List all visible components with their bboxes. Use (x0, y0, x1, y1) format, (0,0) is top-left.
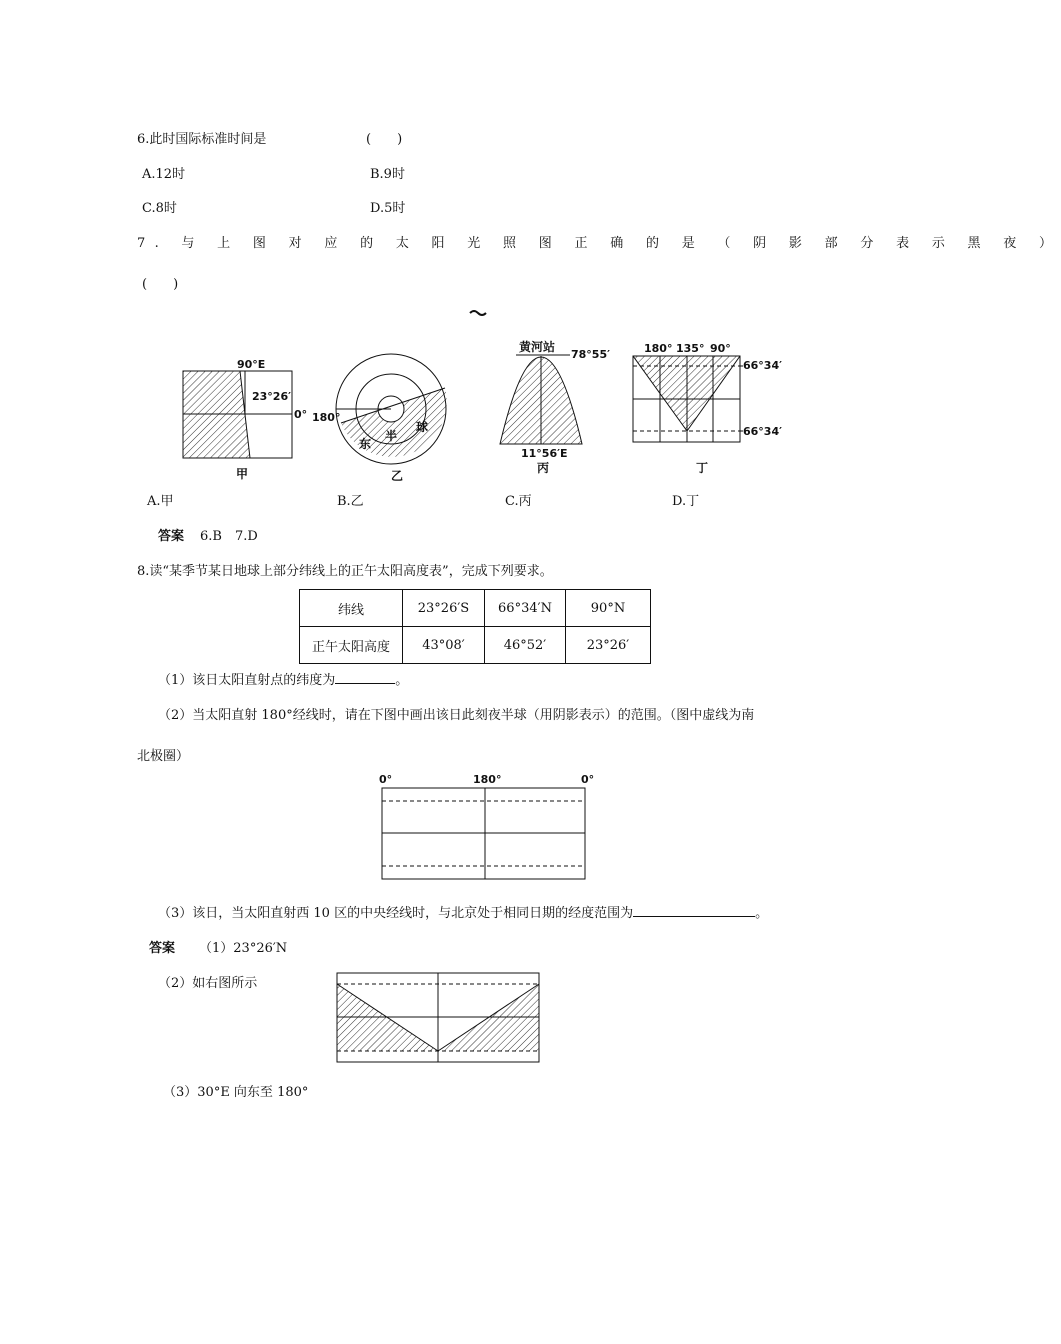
bing-name: 丙 (537, 461, 550, 475)
answer-a1: （1）23°26′N (199, 941, 288, 956)
table-header: 正午太阳高度 (300, 627, 403, 664)
grid-label-0: 0° (379, 773, 393, 786)
bing-lon-label: 11°56′E (521, 447, 568, 460)
figure-yi (312, 354, 447, 483)
ding-lon-3: 90° (710, 342, 731, 355)
grid-label-180: 180° (473, 773, 502, 786)
answer-blank[interactable] (633, 904, 755, 917)
q6-option-c: C.8时 (142, 201, 177, 216)
figure-jia (183, 358, 307, 481)
jia-name: 甲 (236, 467, 249, 481)
yi-lon-label: 180° (312, 411, 341, 424)
q6-stem: 6.此时国际标准时间是 (137, 132, 267, 147)
sun-altitude-table (299, 589, 651, 664)
jia-lon-label: 90°E (237, 358, 266, 371)
yi-name: 乙 (391, 469, 404, 483)
q8-sub3: （3）该日，当太阳直射西 10 区的中央经线时，与北京处于相同日期的经度范围为 。 (158, 906, 769, 921)
answer-blank[interactable] (335, 671, 395, 684)
q8-sub2-b: 北极圈） (137, 749, 190, 764)
q8-sub2-a: （2）当太阳直射 180°经线时，请在下图中画出该日此刻夜半球（用阴影表示）的范围。（图中虚线为南 (158, 708, 755, 723)
answer-label: 答案 (149, 941, 176, 956)
answer-diagram (334, 970, 544, 1066)
table-cell: 46°52′ (485, 627, 566, 664)
q7-option-b: B.乙 (337, 494, 364, 509)
table-cell: 23°26′S (403, 590, 485, 627)
blank-grid-diagram[interactable] (375, 770, 595, 882)
ding-lon-1: 180° (644, 342, 673, 355)
table-row (300, 590, 651, 627)
ding-name: 丁 (696, 461, 709, 475)
q7-option-d: D.丁 (672, 494, 700, 509)
q7-option-a: A.甲 (147, 494, 174, 509)
q6-option-a: A.12时 (142, 167, 186, 182)
q6-option-d: D.5时 (370, 201, 406, 216)
answer-text: 6.B 7.D (200, 529, 258, 544)
grid-label-0-right: 0° (581, 773, 595, 786)
ding-lat-2: 66°34′ (743, 425, 783, 438)
q7-figures (170, 300, 790, 485)
q8-stem: 8.读“某季节某日地球上部分纬线上的正午太阳高度表”，完成下列要求。 (137, 564, 553, 579)
answer-a2: （2）如右图所示 (158, 976, 258, 991)
table-row (300, 627, 651, 664)
answer-label: 答案 (158, 529, 185, 544)
table-cell: 43°08′ (403, 627, 485, 664)
answer-a3: （3）30°E 向东至 180° (163, 1085, 309, 1100)
jia-zero-label: 0° (294, 408, 308, 421)
q6-paren: ( ) (366, 132, 403, 147)
jia-angle-label: 23°26′ (252, 390, 292, 403)
yi-hemi-3: 球 (416, 420, 429, 434)
yi-hemi-2: 半 (385, 429, 398, 443)
table-header: 纬线 (300, 590, 403, 627)
q6-option-b: B.9时 (370, 167, 405, 182)
q8-sub1: （1）该日太阳直射点的纬度为 。 (158, 673, 409, 688)
table-cell: 23°26′ (566, 627, 651, 664)
table-cell: 66°34′N (485, 590, 566, 627)
figure-ding (633, 342, 782, 475)
ding-lon-2: 135° (676, 342, 705, 355)
yi-hemi-1: 东 (359, 437, 372, 451)
bing-lat-label: 78°55′ (571, 348, 611, 361)
bing-station: 黄河站 (519, 340, 556, 354)
q7-stem: 7. 与 上 图 对 应 的 太 阳 光 照 图 正 确 的 是 （ 阴 影 部 分 表 示 黑 夜 ） (137, 236, 1061, 251)
table-cell: 90°N (566, 590, 651, 627)
ding-lat-1: 66°34′ (743, 359, 783, 372)
q7-paren: ( ) (142, 277, 179, 292)
q7-option-c: C.丙 (505, 494, 532, 509)
mark-icon (470, 311, 486, 315)
figure-bing (500, 339, 610, 475)
